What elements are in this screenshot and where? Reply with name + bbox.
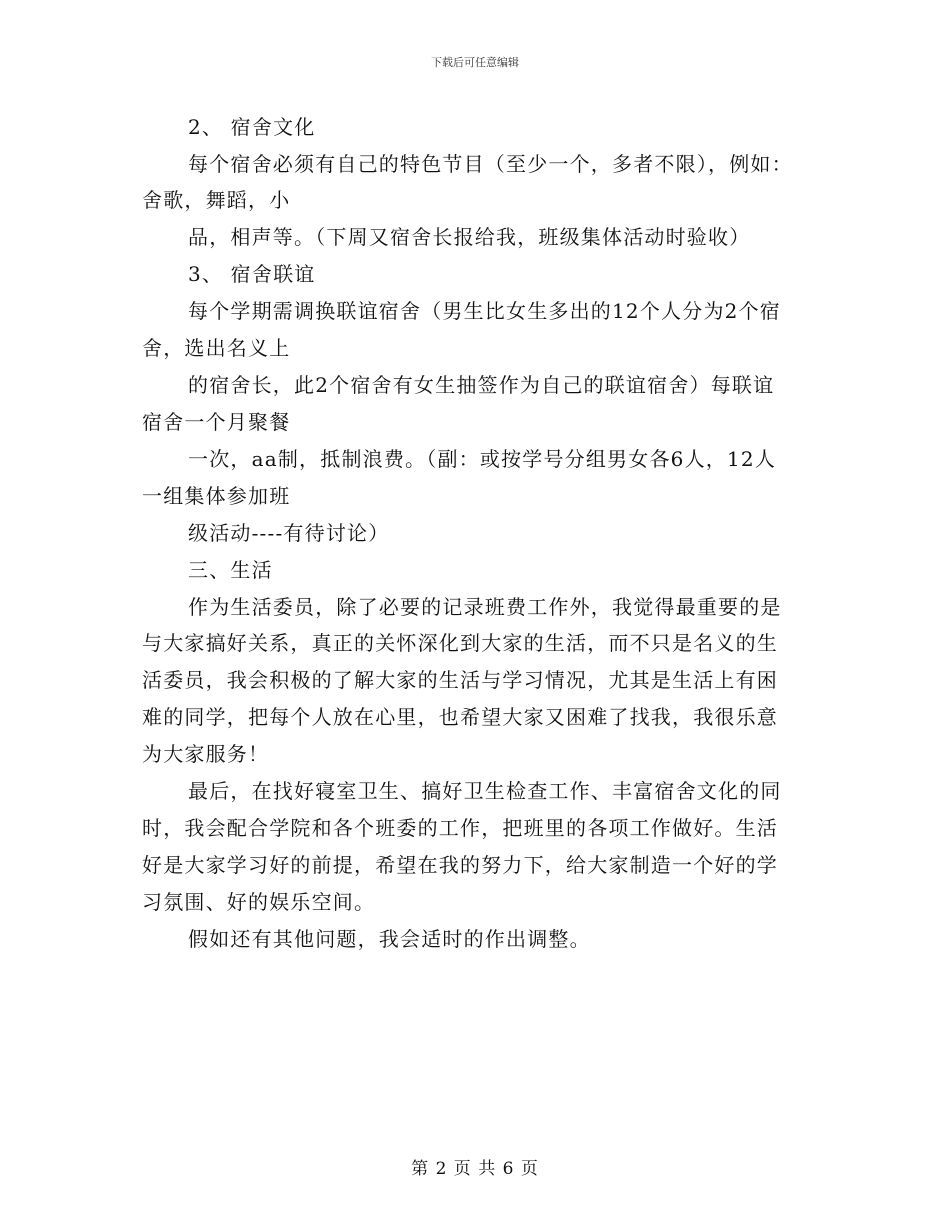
paragraph-line: 每个学期需调换联谊宿舍（男生比女生多出的12个人分为2个宿: [188, 299, 781, 323]
section-heading-dorm-exchange: 3、 宿舍联谊: [188, 262, 316, 286]
paragraph-line: 舍歌，舞蹈，小: [142, 188, 291, 212]
paragraph-line: 与大家搞好关系，真正的关怀深化到大家的生活，而不只是名义的生: [142, 631, 778, 655]
page-number-footer: 第 2 页 共 6 页: [411, 1159, 539, 1179]
paragraph-line: 假如还有其他问题，我会适时的作出调整。: [188, 927, 591, 951]
paragraph-line: 时，我会配合学院和各个班委的工作，把班里的各项工作做好。生活: [142, 816, 778, 840]
paragraph-line: 品，相声等。（下周又宿舍长报给我，班级集体活动时验收）: [188, 225, 751, 249]
paragraph-line: 好是大家学习好的前提，希望在我的努力下，给大家制造一个好的学: [142, 853, 778, 877]
paragraph-line: 难的同学，把每个人放在心里，也希望大家又困难了找我，我很乐意: [142, 705, 778, 729]
paragraph-line: 活委员，我会积极的了解大家的生活与学习情况，尤其是生活上有困: [142, 668, 778, 692]
paragraph-line: 一次，aa制，抵制浪费。（副：或按学号分组男女各6人，12人: [188, 447, 777, 471]
section-heading-dorm-culture: 2、 宿舍文化: [188, 115, 316, 139]
page-header-note: 下载后可任意编辑: [431, 56, 519, 69]
paragraph-line: 的宿舍长，此2个宿舍有女生抽签作为自己的联谊宿舍）每联谊: [188, 373, 775, 397]
section-heading-life: 三、生活: [188, 558, 273, 582]
paragraph-line: 作为生活委员，除了必要的记录班费工作外，我觉得最重要的是: [188, 595, 782, 619]
paragraph-line: 为大家服务！: [142, 742, 270, 766]
paragraph-line: 一组集体参加班: [142, 484, 291, 508]
paragraph-line: 舍，选出名义上: [142, 336, 291, 360]
paragraph-line: 级活动----有待讨论）: [188, 521, 390, 545]
paragraph-line: 最后，在找好寝室卫生、搞好卫生检查工作、丰富宿舍文化的同: [188, 779, 782, 803]
paragraph-line: 宿舍一个月聚餐: [142, 410, 291, 434]
paragraph-line: 习氛围、好的娱乐空间。: [142, 890, 376, 914]
paragraph-line: 每个宿舍必须有自己的特色节目（至少一个，多者不限），例如：: [188, 152, 793, 176]
